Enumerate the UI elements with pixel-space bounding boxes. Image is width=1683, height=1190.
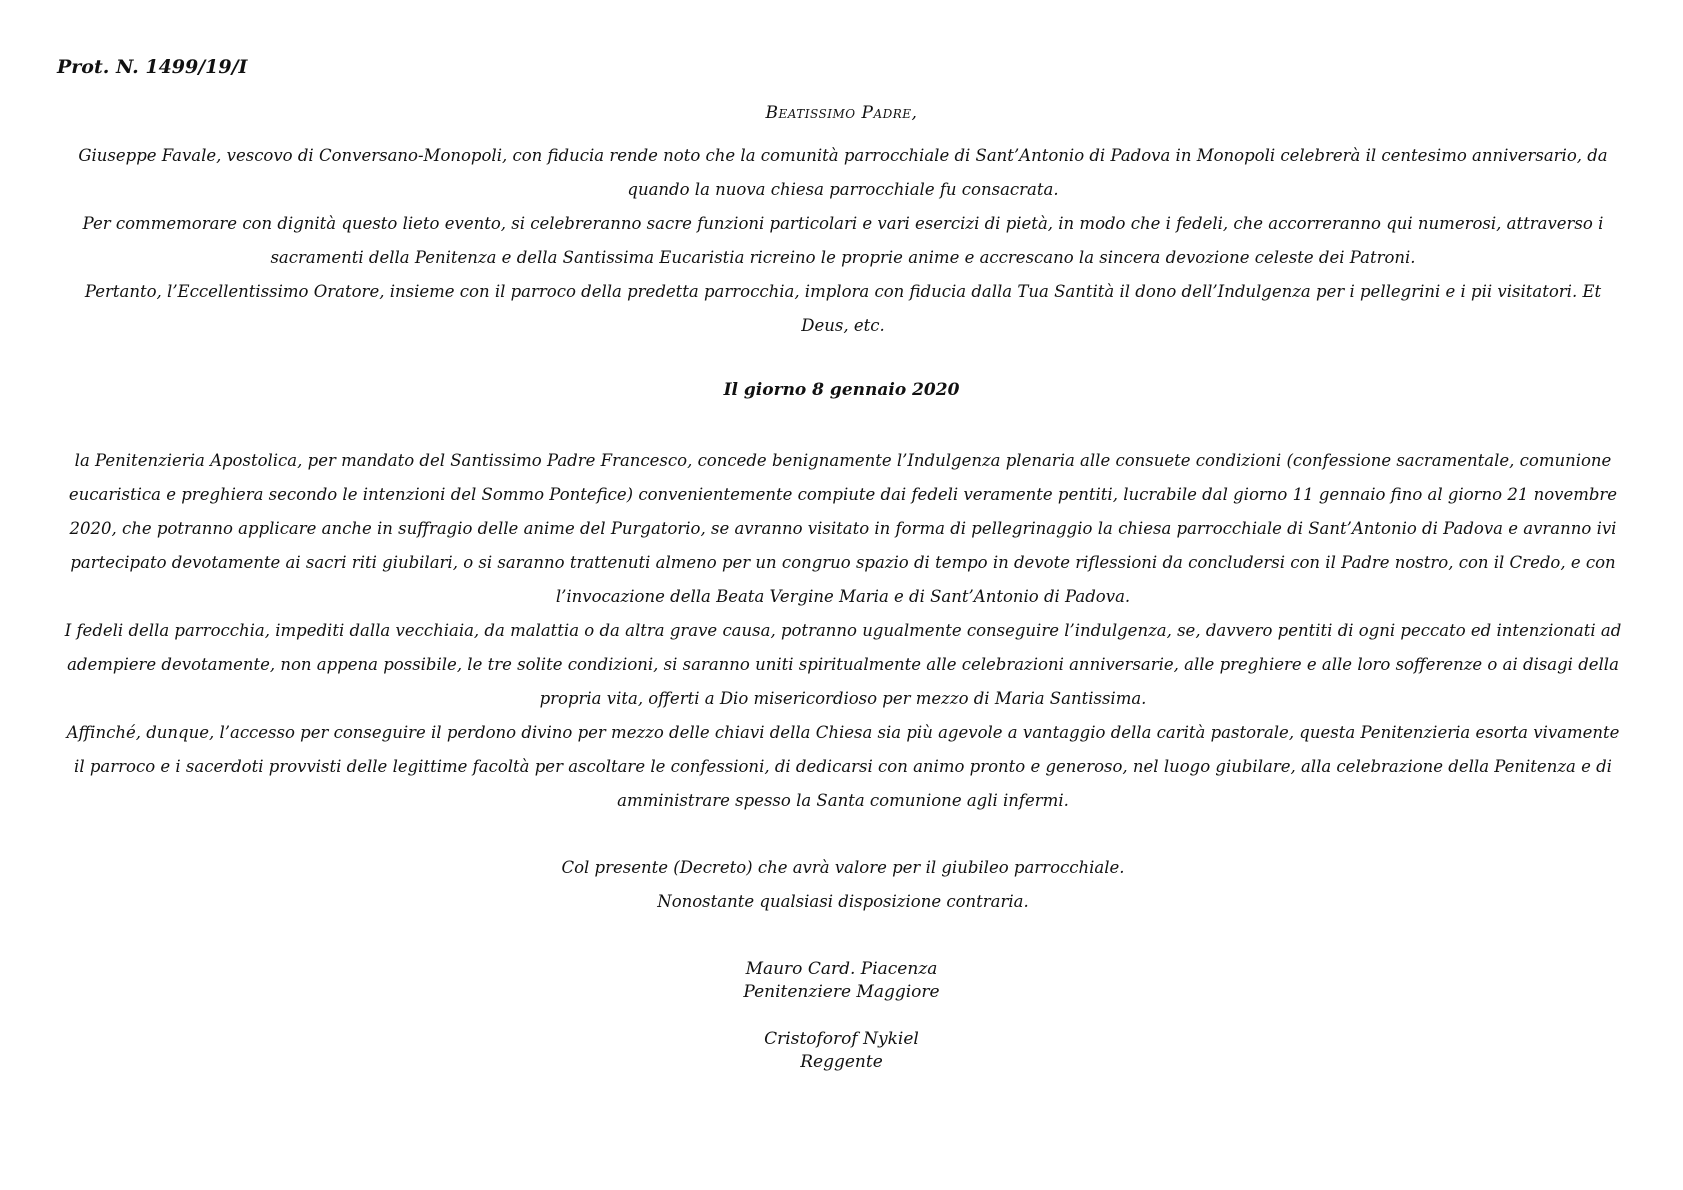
salutation: Beatissimo Padre,: [765, 103, 918, 123]
signatory-title: Penitenziere Maggiore: [743, 982, 940, 1002]
decree-section: [62, 444, 1624, 818]
signatory-name: Cristoforof Nykiel: [764, 1029, 919, 1049]
decree-paragraph: la Penitenzieria Apostolica, per mandato del Santissimo Padre Francesco, concede benignamente l’Indulgenza plenaria alle consuete condizioni (confessione sacramentale, comunione eucaristica e preghiera secondo le intenzioni del Sommo Pontefice) convenientemente compiute dai fedeli veramente pentiti, lucrabile dal giorno 11 gennaio fino al giorno 21 novembre 2020, che potranno applicare anche in suffragio delle anime del Purgatorio, se avranno visitato in forma di pellegrinaggio la chiesa parrocchiale di Sant’Antonio di Padova e avranno ivi partecipato devotamente ai sacri riti giubilari, o si saranno trattenuti almeno per un congruo spazio di tempo in devote riflessioni da concludersi con il Padre nostro, con il Credo, e con l’invocazione della Beata Vergine Maria e di Sant’Antonio di Padova.: [68, 451, 1618, 606]
protocol-number: Prot. N. 1499/19/I: [57, 56, 248, 78]
signature-penitenziere: [0, 958, 1683, 1004]
signature-reggente: [0, 1028, 1683, 1074]
signatory-title: Reggente: [800, 1052, 883, 1072]
signatory-name: Mauro Card. Piacenza: [745, 959, 938, 979]
supplica-paragraph: Pertanto, l’Eccellentissimo Oratore, insieme con il parroco della predetta parrocchia, implora con fiducia dalla Tua Santità il dono dell’Indulgenza per i pellegrini e i pii visitatori. Et Deus, etc.: [84, 282, 1602, 335]
supplica-paragraph: Giuseppe Favale, vescovo di Conversano-Monopoli, con fiducia rende noto che la comunità parrocchiale di Sant’Antonio di Padova in Monopoli celebrerà il centesimo anniversario, da quando la nuova chiesa parrocchiale fu consacrata.: [78, 146, 1608, 199]
decree-paragraph: Affinché, dunque, l’accesso per conseguire il perdono divino per mezzo delle chiavi della Chiesa sia più agevole a vantaggio della carità pastorale, questa Penitenzieria esorta vivamente il parroco e i sacerdoti provvisti delle legittime facoltà per ascoltare le confessioni, di dedicarsi con animo pronto e generoso, nel luogo giubilare, alla celebrazione della Penitenza e di amministrare spesso la Santa comunione agli infermi.: [66, 723, 1620, 810]
closing-line: Col presente (Decreto) che avrà valore per il giubileo parrocchiale.: [561, 858, 1125, 877]
decree-paragraph: I fedeli della parrocchia, impediti dalla vecchiaia, da malattia o da altra grave causa, potranno ugualmente conseguire l’indulgenza, se, davvero pentiti di ogni peccato ed intenzionati ad adempiere devotamente, non appena possibile, le tre solite condizioni, si saranno uniti spiritualmente alle celebrazioni anniversarie, alle preghiere e alle loro sofferenze o ai disagi della propria vita, offerti a Dio misericordioso per mezzo di Maria Santissima.: [64, 621, 1622, 708]
supplica-section: [62, 139, 1624, 343]
closing-line: Nonostante qualsiasi disposizione contraria.: [657, 892, 1029, 911]
supplica-paragraph: Per commemorare con dignità questo lieto evento, si celebreranno sacre funzioni particolari e vari esercizi di pietà, in modo che i fedeli, che accorreranno qui numerosi, attraverso i sacramenti della Penitenza e della Santissima Eucaristia ricreino le proprie anime e accrescano la sincera devozione celeste dei Patroni.: [82, 214, 1604, 267]
closing-section: [62, 851, 1624, 919]
date-line: Il giorno 8 gennaio 2020: [723, 380, 960, 400]
